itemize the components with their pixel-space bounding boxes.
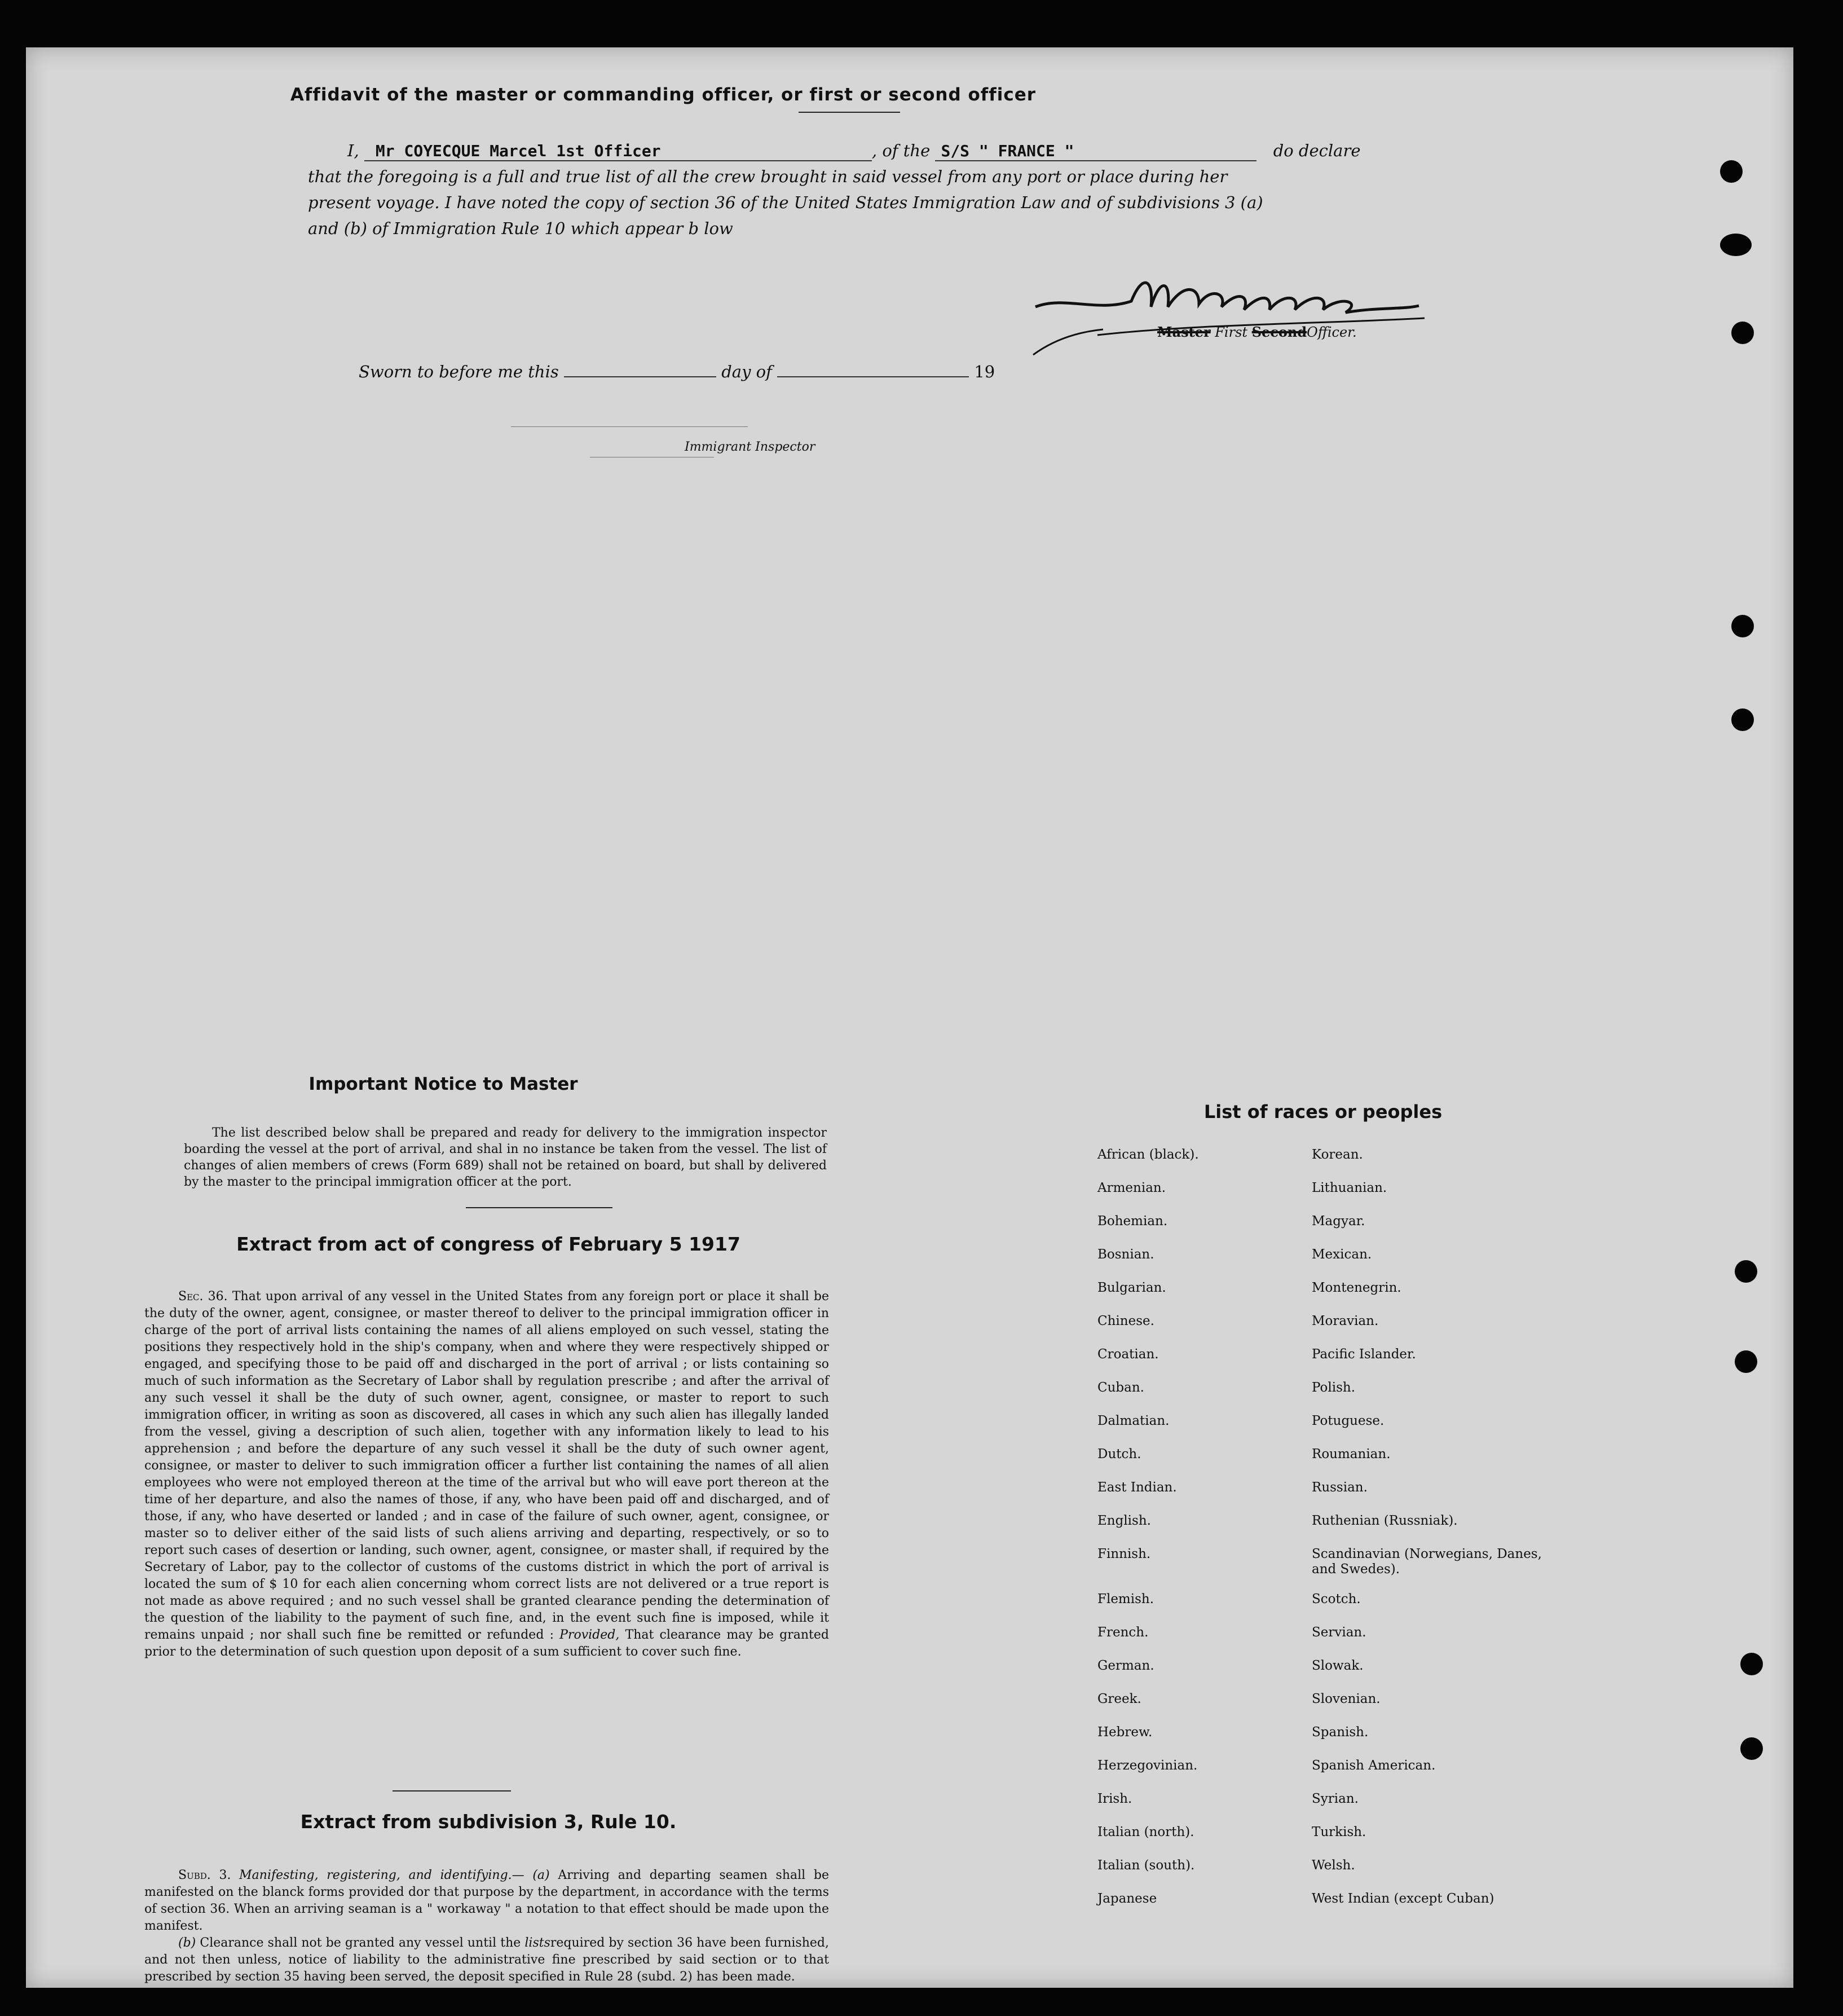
affidavit-line-4: and (b) of Immigration Rule 10 which appear b low	[308, 219, 733, 238]
race-left: Greek.	[1097, 1692, 1141, 1706]
affidavit-line-2: that the foregoing is a full and true list of all the crew brought in said vessel from any port or place during her	[308, 167, 1228, 186]
race-row	[1097, 1547, 1605, 1592]
sworn-prefix: Sworn to before me this	[359, 362, 559, 381]
subdivision-3-text	[144, 1867, 829, 1986]
race-left: Bosnian.	[1097, 1247, 1154, 1262]
race-left: Italian (north).	[1097, 1825, 1194, 1839]
section-36-body-end: That clearance may be granted prior to the determination of such question upon deposit of a sum sufficient to cover such fine.	[144, 1628, 829, 1659]
race-row	[1097, 1447, 1605, 1480]
race-left: French.	[1097, 1625, 1149, 1640]
punch-hole	[1731, 615, 1754, 637]
declarant-name: Mr COYECQUE Marcel 1st Officer	[375, 142, 661, 160]
manifest-page	[26, 47, 1793, 1988]
inspector-signature-line	[511, 426, 748, 427]
race-row	[1097, 1725, 1605, 1758]
provided-label: Provided,	[559, 1628, 620, 1642]
races-title: List of races or peoples	[1203, 1101, 1443, 1123]
race-left: Flemish.	[1097, 1592, 1154, 1606]
race-right: Slovenian.	[1312, 1692, 1381, 1706]
sworn-year: 19	[974, 362, 995, 381]
race-right: Russian.	[1312, 1480, 1368, 1495]
race-right: Welsh.	[1312, 1858, 1355, 1873]
notice-text	[184, 1125, 827, 1190]
race-right: Moravian.	[1312, 1314, 1379, 1328]
race-right: Spanish.	[1312, 1725, 1369, 1740]
punch-hole	[1731, 708, 1754, 731]
section-36-body: That upon arrival of any vessel in the United States from any foreign port or place it shall be the duty of the owner, agent, consignee, or master thereof to deliver to the principal immigration officer in charge of the port of arrival lists containing the names of all aliens employed on such vessel, stating the positions they respectively hold in the ship's company, when and where they were respectively shipped or engaged, and specifying those to be paid off and discharged in the port of arrival ; or lists containing so much of such information as the Secretary of Labor shall by regulation prescribe ; and after the arrival of any such vessel it shall be the duty of such owner, agent, consignee, or master to report to such immigration officer, in writing as soon as discovered, all cases in which any such alien has illegally landed from the vessel, giving a description of such alien, together with any information likely to lead to his apprehension ; and before the departure of any such vessel it shall be the duty of such owner agent, consignee, or master to deliver to such immigration officer a further list containing the names of all alien employees who were not employed thereon at the time of the arrival but who will eave port thereon at the time of her departure, and also the names of those, if any, who have been paid off and discharged, and of those, if any, who have deserted or landed ; and in case of the failure of such owner, agent, consignee, or master so to deliver either of the said lists of such aliens arriving and departing, respectively, or so to report such cases of desertion or landing, such owner, agent, consignee, or master shall, if required by the Secretary of Labor, pay to the collector of customs of the customs district in which the port of arrival is located the sum of $ 10 for each alien concerning whom correct lists are not delivered or a true report is not made as above required ; and no such vessel shall be granted clearance pending the determination of the question of the liability to the payment of such fine, and, in the event such fine is imposed, while it remains unpaid ; nor shall such fine be remitted or refunded :	[144, 1289, 829, 1642]
race-left: Irish.	[1097, 1791, 1132, 1806]
punch-hole	[1731, 322, 1754, 344]
declarant-prefix: I,	[347, 141, 359, 160]
race-row	[1097, 1147, 1605, 1181]
affidavit-title: Affidavit of the master or commanding officer, or first or second officer	[290, 85, 1037, 105]
race-left: German.	[1097, 1658, 1154, 1673]
race-row	[1097, 1858, 1605, 1891]
of-the-label: , of the	[871, 141, 931, 160]
race-row	[1097, 1592, 1605, 1625]
subd-body-b1: Clearance shall not be granted any vessel until the	[200, 1936, 521, 1950]
subd-heading: Manifesting, registering, and identifying.— (a)	[239, 1868, 550, 1882]
race-left: East Indian.	[1097, 1480, 1177, 1495]
race-right: Polish.	[1312, 1380, 1356, 1395]
race-left: Dalmatian.	[1097, 1414, 1170, 1428]
race-right: Lithuanian.	[1312, 1181, 1387, 1195]
race-left: Japanese	[1097, 1891, 1157, 1906]
race-left: Herzegovinian.	[1097, 1758, 1198, 1773]
subd-b-label: (b)	[178, 1936, 196, 1950]
race-right: Montenegrin.	[1312, 1280, 1401, 1295]
inspector-label: Immigrant Inspector	[685, 440, 815, 454]
race-right: Scandinavian (Norwegians, Danes, and Swedes).	[1312, 1547, 1542, 1577]
subd-body-a: Arriving and departing seamen shall be manifested on the blanck forms provided dor that purpose by the department, in accordance with the terms of section 36. When an arriving seaman is a " workaway " a notation to that effect should be made upon the manifest.	[144, 1868, 829, 1933]
race-row	[1097, 1692, 1605, 1725]
race-row	[1097, 1414, 1605, 1447]
notice-body: The list described below shall be prepared and ready for delivery to the immigration inspector boarding the vessel at the port of arrival, and shal in no instance be taken from the vessel. The list of changes of alien members of crews (Form 689) shall not be retained on board, but shall by delivered by the master to the principal immigration officer at the port.	[184, 1126, 827, 1189]
race-right: Turkish.	[1312, 1825, 1366, 1839]
race-left: Cuban.	[1097, 1380, 1144, 1395]
race-left: Finnish.	[1097, 1547, 1151, 1561]
punch-hole	[1735, 1260, 1757, 1283]
do-declare-label: do declare	[1273, 141, 1361, 160]
race-left: Italian (south).	[1097, 1858, 1195, 1873]
punch-hole	[1720, 160, 1743, 183]
punch-hole	[1720, 234, 1752, 256]
sworn-day-field	[564, 376, 716, 377]
race-left: Bohemian.	[1097, 1214, 1168, 1229]
races-list	[1097, 1147, 1605, 1925]
race-row	[1097, 1625, 1605, 1658]
signature-image	[1030, 239, 1447, 369]
race-row	[1097, 1513, 1605, 1547]
title-divider	[799, 112, 900, 113]
race-row	[1097, 1214, 1605, 1247]
extract1-title: Extract from act of congress of February 5 1917	[236, 1233, 740, 1255]
race-left: Croatian.	[1097, 1347, 1159, 1362]
race-right: Ruthenian (Russniak).	[1312, 1513, 1458, 1528]
race-left: Bulgarian.	[1097, 1280, 1166, 1295]
punch-hole	[1735, 1350, 1757, 1373]
race-right: West Indian (except Cuban)	[1312, 1891, 1494, 1906]
race-row	[1097, 1658, 1605, 1692]
extract-divider	[393, 1790, 511, 1791]
race-right: Mexican.	[1312, 1247, 1372, 1262]
first-label: First	[1215, 324, 1248, 340]
race-row	[1097, 1825, 1605, 1858]
race-right: Magyar.	[1312, 1214, 1365, 1229]
punch-hole	[1740, 1737, 1763, 1760]
section-36-label: Sec. 36.	[178, 1289, 228, 1304]
race-row	[1097, 1181, 1605, 1214]
race-right: Roumanian.	[1312, 1447, 1391, 1462]
extract2-title: Extract from subdivision 3, Rule 10.	[300, 1811, 677, 1833]
race-row	[1097, 1480, 1605, 1513]
race-right: Slowak.	[1312, 1658, 1364, 1673]
struck-master: Master	[1157, 324, 1211, 340]
sworn-line	[359, 362, 1453, 381]
vessel-field	[935, 141, 1256, 161]
affidavit-line-3: present voyage. I have noted the copy of section 36 of the United States Immigration Law and of subdivisions 3 (a)	[308, 193, 1263, 212]
race-right: Pacific Islander.	[1312, 1347, 1416, 1362]
race-row	[1097, 1891, 1605, 1925]
sworn-month-field	[777, 376, 969, 377]
vessel-name: S/S " FRANCE "	[941, 142, 1074, 160]
race-left: Dutch.	[1097, 1447, 1141, 1462]
race-right: Scotch.	[1312, 1592, 1361, 1606]
race-row	[1097, 1280, 1605, 1314]
race-row	[1097, 1247, 1605, 1280]
race-row	[1097, 1791, 1605, 1825]
race-right: Servian.	[1312, 1625, 1366, 1640]
race-left: English.	[1097, 1513, 1151, 1528]
subd-body-b2: required by section 36 have been furnished, and not then unless, notice of liability to the administrative fine prescribed by said section or to that prescribed by section 35 having been served, the deposit specified in Rule 28 (subd. 2) has been made.	[144, 1936, 829, 1984]
race-left: Hebrew.	[1097, 1725, 1153, 1740]
declarant-name-field	[364, 141, 872, 161]
race-right: Korean.	[1312, 1147, 1363, 1162]
struck-second: Second	[1251, 324, 1307, 340]
notice-divider	[466, 1207, 612, 1208]
officer-label: Officer.	[1307, 324, 1357, 340]
race-left: Armenian.	[1097, 1181, 1166, 1195]
punch-hole	[1740, 1653, 1763, 1675]
race-row	[1097, 1314, 1605, 1347]
race-right: Potuguese.	[1312, 1414, 1385, 1428]
race-right: Syrian.	[1312, 1791, 1359, 1806]
subd-label: Subd. 3.	[178, 1868, 231, 1882]
affidavit-line-1	[308, 141, 1402, 161]
day-of-label: day of	[721, 362, 772, 381]
section-36-text	[144, 1288, 829, 1661]
lists-word: lists	[524, 1936, 550, 1950]
race-right: Spanish American.	[1312, 1758, 1436, 1773]
officer-title-line	[1157, 324, 1357, 340]
notice-title: Important Notice to Master	[308, 1074, 578, 1094]
race-left: Chinese.	[1097, 1314, 1154, 1328]
race-row	[1097, 1347, 1605, 1380]
race-left: African (black).	[1097, 1147, 1199, 1162]
race-row	[1097, 1380, 1605, 1414]
race-row	[1097, 1758, 1605, 1791]
